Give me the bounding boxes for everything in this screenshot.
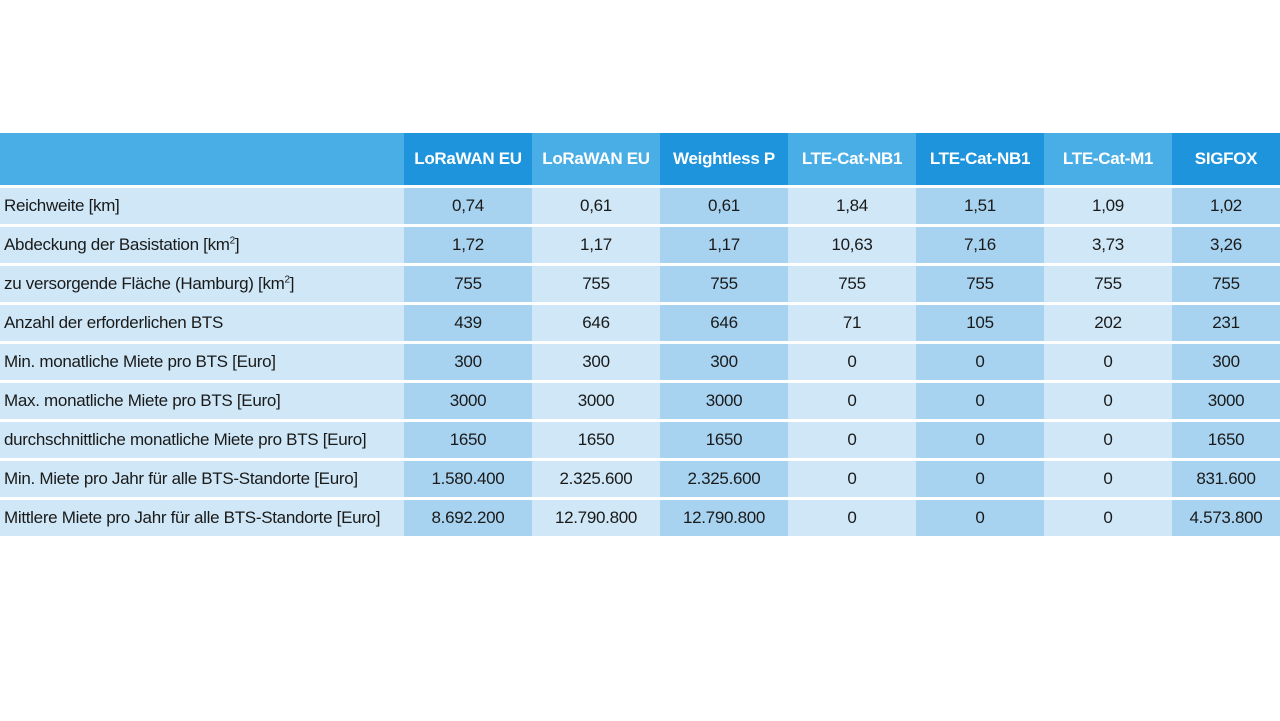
row-label [0,263,404,302]
table-cell: 1,51 [916,185,1044,224]
table-cell: 0 [788,458,916,497]
table-cell: 300 [1172,341,1280,380]
column-header: LTE-Cat-M1 [1044,133,1172,185]
table-cell: 755 [916,263,1044,302]
table-cell: 0,74 [404,185,532,224]
table-cell: 1,17 [532,224,660,263]
table-cell: 0 [1044,419,1172,458]
row-label [0,458,404,497]
table-cell: 0 [788,380,916,419]
column-header: LTE-Cat-NB1 [788,133,916,185]
comparison-table-container [0,133,1280,536]
column-header: Weightless P [660,133,788,185]
table-cell: 300 [532,341,660,380]
table-cell: 0,61 [532,185,660,224]
row-label [0,380,404,419]
table-row [0,497,1280,536]
table-cell: 0 [788,497,916,536]
table-cell: 3000 [532,380,660,419]
table-cell: 1650 [1172,419,1280,458]
table-cell: 831.600 [1172,458,1280,497]
row-label-text: Min. monatliche Miete pro BTS [Euro] [4,352,276,371]
table-cell: 0 [1044,341,1172,380]
table-cell: 3,26 [1172,224,1280,263]
table-cell: 10,63 [788,224,916,263]
row-label [0,302,404,341]
table-cell: 0 [916,341,1044,380]
table-cell: 1,02 [1172,185,1280,224]
table-cell: 3,73 [1044,224,1172,263]
table-cell: 646 [532,302,660,341]
table-cell: 755 [532,263,660,302]
table-cell: 0 [916,497,1044,536]
table-cell: 1650 [404,419,532,458]
row-label-text: Max. monatliche Miete pro BTS [Euro] [4,391,281,410]
table-row [0,458,1280,497]
column-header: SIGFOX [1172,133,1280,185]
table-cell: 231 [1172,302,1280,341]
table-cell: 755 [660,263,788,302]
table-cell: 1,72 [404,224,532,263]
table-cell: 8.692.200 [404,497,532,536]
table-cell: 755 [1044,263,1172,302]
row-label [0,419,404,458]
table-row [0,341,1280,380]
row-label-superscript: 2 [229,235,235,247]
table-row [0,302,1280,341]
table-cell: 2.325.600 [660,458,788,497]
header-row [0,133,1280,185]
table-cell: 12.790.800 [660,497,788,536]
table-cell: 0,61 [660,185,788,224]
table-cell: 4.573.800 [1172,497,1280,536]
table-cell: 755 [404,263,532,302]
table-cell: 300 [404,341,532,380]
row-label [0,185,404,224]
table-cell: 1,09 [1044,185,1172,224]
table-cell: 755 [1172,263,1280,302]
table-body [0,185,1280,536]
table-cell: 1650 [532,419,660,458]
table-cell: 439 [404,302,532,341]
table-cell: 0 [916,419,1044,458]
table-cell: 3000 [660,380,788,419]
table-cell: 3000 [404,380,532,419]
table-cell: 1.580.400 [404,458,532,497]
table-cell: 0 [1044,458,1172,497]
table-cell: 12.790.800 [532,497,660,536]
table-row [0,419,1280,458]
table-row [0,224,1280,263]
table-row [0,263,1280,302]
row-label-text: zu versorgende Fläche (Hamburg) [km [4,274,285,293]
row-label [0,224,404,263]
table-cell: 0 [788,419,916,458]
table-cell: 0 [1044,380,1172,419]
row-label-text: Min. Miete pro Jahr für alle BTS-Standorte [Euro] [4,469,358,488]
table-cell: 71 [788,302,916,341]
table-cell: 300 [660,341,788,380]
table-cell: 1650 [660,419,788,458]
table-cell: 755 [788,263,916,302]
row-label [0,497,404,536]
row-label-suffix: ] [234,235,240,254]
row-label-text: Reichweite [km] [4,196,120,215]
row-label-superscript: 2 [284,274,290,286]
row-label-suffix: ] [289,274,295,293]
table-cell: 105 [916,302,1044,341]
column-header: LoRaWAN EU [404,133,532,185]
table-cell: 1,84 [788,185,916,224]
table-cell: 202 [1044,302,1172,341]
table-row [0,185,1280,224]
table-row [0,380,1280,419]
column-header: LTE-Cat-NB1 [916,133,1044,185]
row-label [0,341,404,380]
row-label-text: Mittlere Miete pro Jahr für alle BTS-Standorte [Euro] [4,508,381,527]
row-label-text: Anzahl der erforderlichen BTS [4,313,224,332]
table-cell: 2.325.600 [532,458,660,497]
row-label-text: durchschnittliche monatliche Miete pro BTS [Euro] [4,430,367,449]
row-label-text: Abdeckung der Basistation [km [4,235,230,254]
table-cell: 0 [1044,497,1172,536]
column-header: LoRaWAN EU [532,133,660,185]
comparison-table [0,133,1280,536]
table-cell: 0 [916,458,1044,497]
table-cell: 0 [916,380,1044,419]
table-cell: 7,16 [916,224,1044,263]
table-cell: 646 [660,302,788,341]
header-corner-cell [0,133,404,185]
table-cell: 1,17 [660,224,788,263]
table-cell: 3000 [1172,380,1280,419]
table-cell: 0 [788,341,916,380]
